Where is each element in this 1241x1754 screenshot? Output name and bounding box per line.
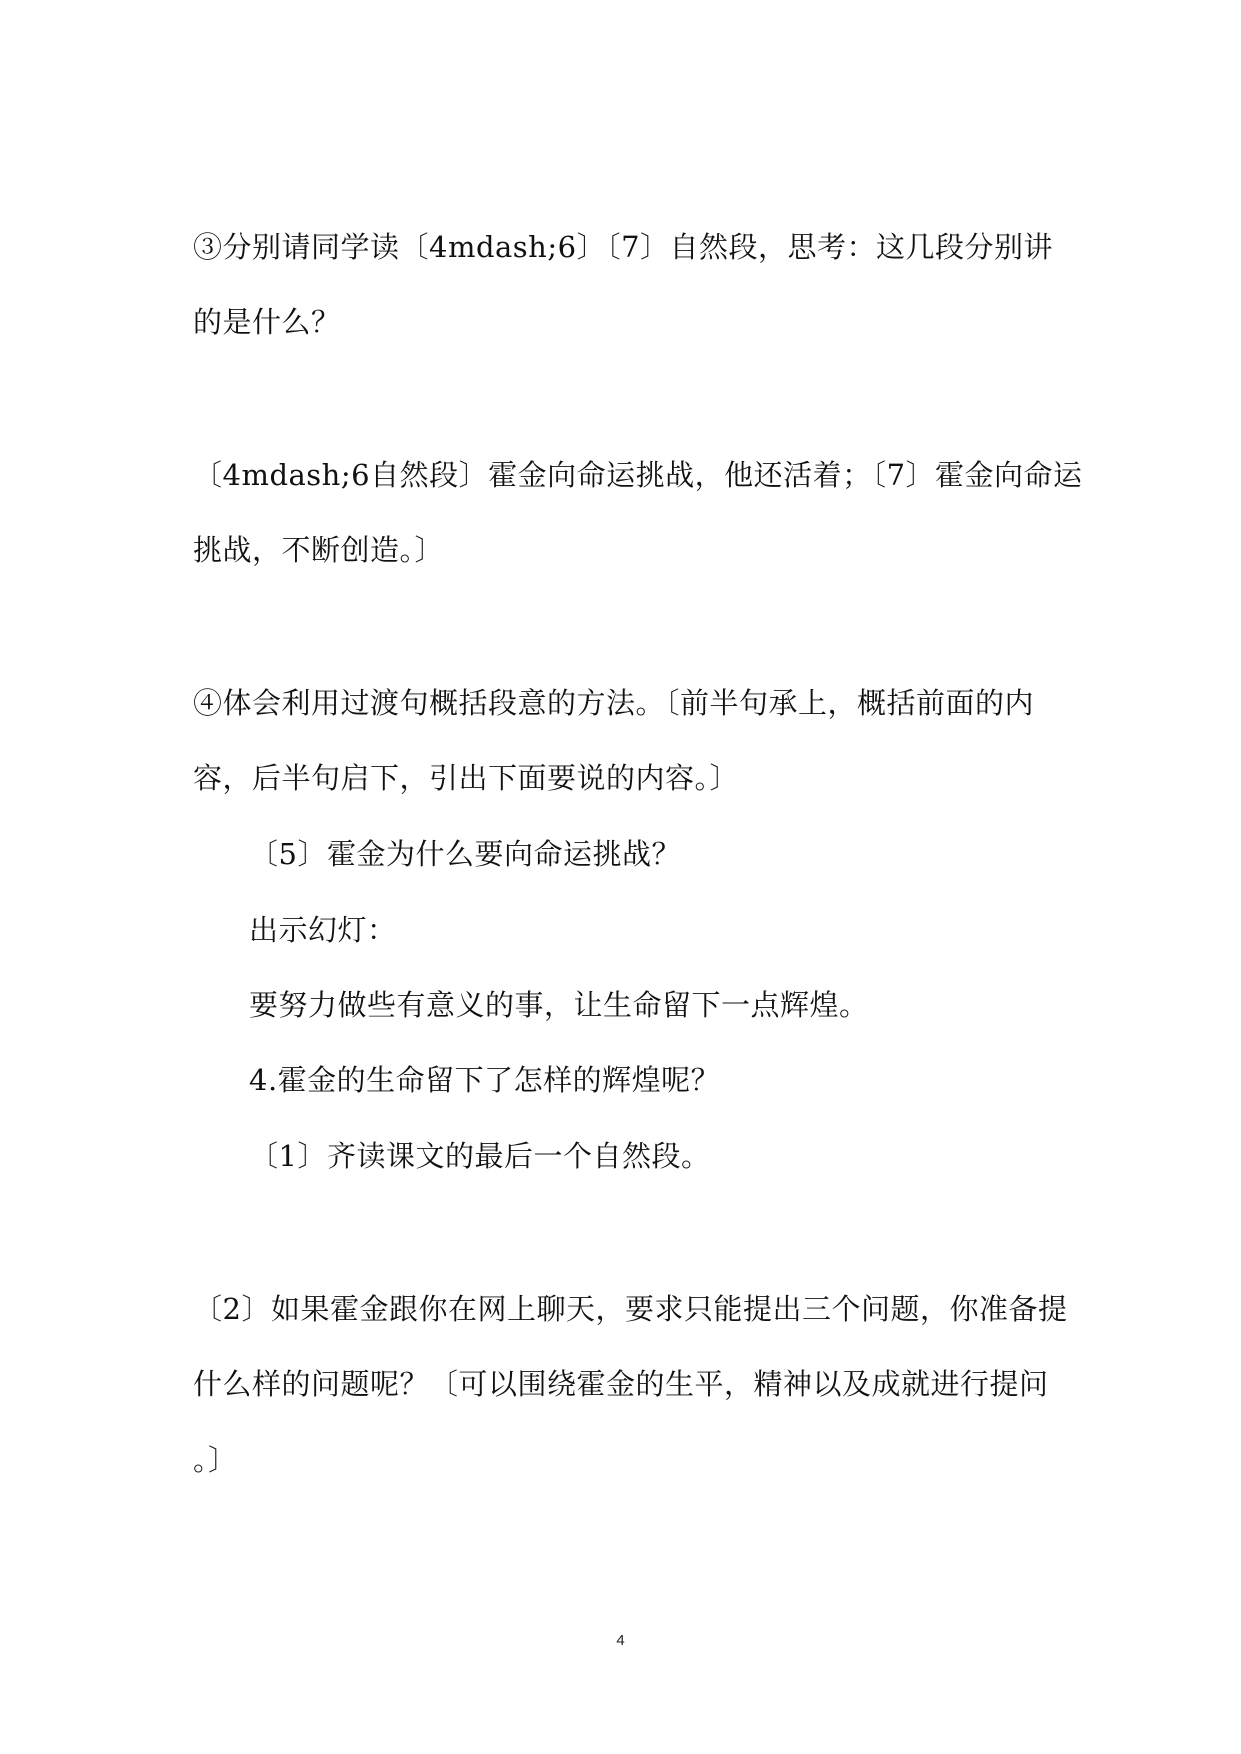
paragraph-5-line-1: 出示幻灯： xyxy=(249,913,397,947)
paragraph-3-line-2: 容，后半句启下，引出下面要说的内容。〕 xyxy=(193,761,740,795)
paragraph-8-line-1: 〔1〕齐读课文的最后一个自然段。 xyxy=(249,1139,711,1173)
paragraph-7-line-1: 4.霍金的生命留下了怎样的辉煌呢？ xyxy=(249,1063,721,1097)
paragraph-4-line-1: 〔5〕霍金为什么要向命运挑战？ xyxy=(249,837,681,871)
page-number: 4 xyxy=(616,1632,625,1649)
paragraph-6-line-1: 要努力做些有意义的事，让生命留下一点辉煌。 xyxy=(249,988,869,1022)
paragraph-9-line-1: 〔2〕如果霍金跟你在网上聊天，要求只能提出三个问题，你准备提 xyxy=(193,1292,1068,1326)
paragraph-2-line-2: 挑战，不断创造。〕 xyxy=(193,533,445,567)
paragraph-1-line-2: 的是什么？ xyxy=(193,305,341,339)
paragraph-1-line-1: ③分别请同学读〔4mdash;6〕〔7〕自然段，思考：这几段分别讲 xyxy=(193,230,1054,264)
paragraph-3-line-1: ④体会利用过渡句概括段意的方法。〔前半句承上，概括前面的内 xyxy=(193,686,1035,720)
paragraph-9-line-2: 什么样的问题呢？〔可以围绕霍金的生平，精神以及成就进行提问 xyxy=(193,1367,1049,1401)
paragraph-2-line-1: 〔4mdash;6自然段〕霍金向命运挑战，他还活着；〔7〕霍金向命运 xyxy=(193,458,1083,492)
paragraph-9-line-3: 。〕 xyxy=(193,1443,238,1477)
